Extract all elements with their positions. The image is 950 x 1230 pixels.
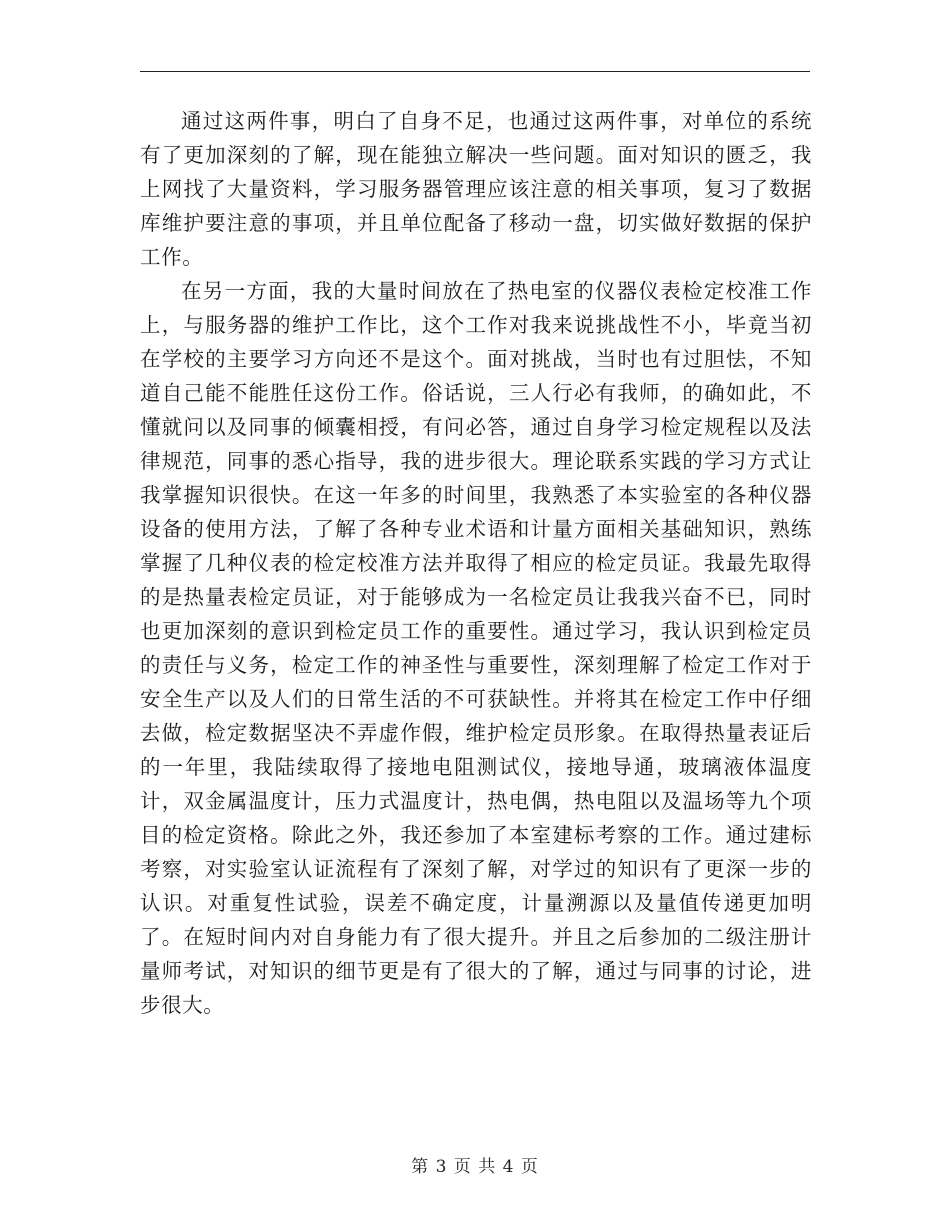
paragraph-2: 在另一方面，我的大量时间放在了热电室的仪器仪表检定校准工作上，与服务器的维护工作比，这个工作对我来说挑战性不小，毕竟当初在学校的主要学习方向还不是这个。面对挑战，当时也有过胆怯，不知道自己能不能胜任这份工作。俗话说，三人行必有我师，的确如此，不懂就问以及同事的倾囊相授，有问必答，通过自身学习检定规程以及法律规范，同事的悉心指导，我的进步很大。理论联系实践的学习方式让我掌握知识很快。在这一年多的时间里，我熟悉了本实验室的各种仪器设备的使用方法，了解了各种专业术语和计量方面相关基础知识，熟练掌握了几种仪表的检定校准方法并取得了相应的检定员证。我最先取得的是热量表检定员证，对于能够成为一名检定员让我我兴奋不已，同时也更加深刻的意识到检定员工作的重要性。通过学习，我认识到检定员的责任与义务，检定工作的神圣性与重要性，深刻理解了检定工作对于安全生产以及人们的日常生活的不可获缺性。并将其在检定工作中仔细去做，检定数据坚决不弄虚作假，维护检定员形象。在取得热量表证后的一年里，我陆续取得了接地电阻测试仪，接地导通，玻璃液体温度计，双金属温度计，压力式温度计，热电偶，热电阻以及温场等九个项目的检定资格。除此之外，我还参加了本室建标考察的工作。通过建标考察，对实验室认证流程有了深刻了解，对学过的知识有了更深一步的认识。对重复性试验，误差不确定度，计量溯源以及量值传递更加明了。在短时间内对自身能力有了很大提升。并且之后参加的二级注册计量师考试，对知识的细节更是有了很大的了解，通过与同事的讨论，进步很大。: [140, 279, 812, 1017]
paragraph-1: 通过这两件事，明白了自身不足，也通过这两件事，对单位的系统有了更加深刻的了解，现在能独立解决一些问题。面对知识的匮乏，我上网找了大量资料，学习服务器管理应该注意的相关事项，复习了数据库维护要注意的事项，并且单位配备了移动一盘，切实做好数据的保护工作。: [140, 109, 812, 269]
page-number-footer: 第 3 页 共 4 页: [411, 1157, 539, 1177]
document-body: [140, 104, 812, 1022]
header-rule: [140, 71, 810, 72]
